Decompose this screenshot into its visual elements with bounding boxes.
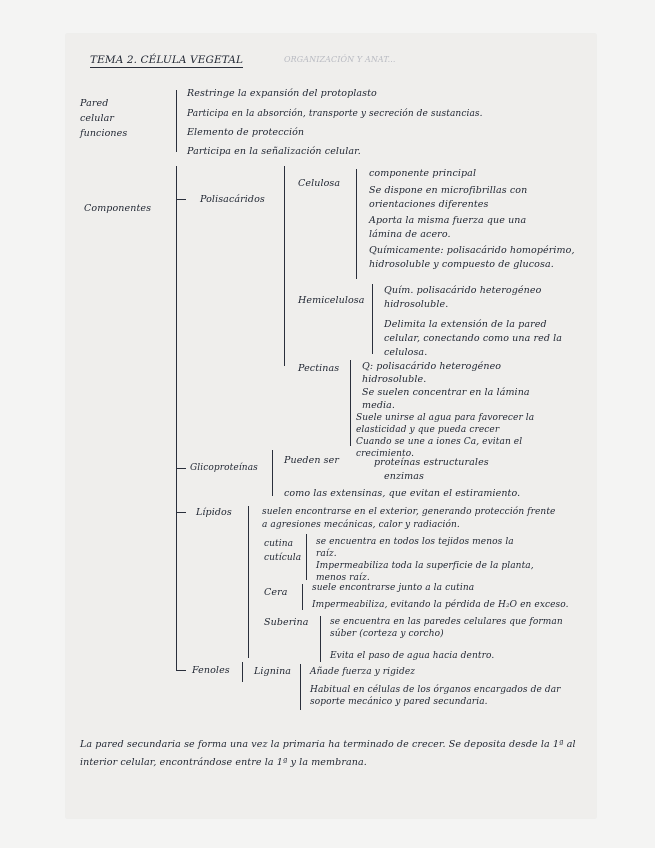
hemicelulosa-item-2: Delimita la extensión de la pared celular, conectando como una red la celulosa. — [384, 319, 563, 358]
pueden-ser-label: Pueden ser — [284, 455, 340, 466]
cera-label: Cera — [264, 587, 288, 598]
cera-item-1: suele encontrarse junto a la cutina — [312, 583, 475, 593]
polisacaridos-bracket — [284, 166, 285, 366]
lignina-label: Lignina — [254, 666, 292, 677]
cutina-item-1: se encuentra en todos los tejidos menos la raíz. — [316, 537, 514, 559]
pectinas-item-3: Suele unirse al agua para favorecer la elasticidad y que pueda crecer — [356, 413, 535, 435]
cutina-label: cutina cutícula — [264, 539, 302, 563]
glicoproteinas-tipo-1: proteínas estructurales — [374, 457, 489, 468]
fenoles-tick — [176, 670, 186, 671]
glicoproteinas-tick — [176, 468, 186, 469]
pectinas-item-4: Cuando se une a iones Ca, evitan el crecimiento. — [356, 437, 523, 459]
pared-item-4: Participa en la señalización celular. — [187, 146, 361, 157]
cera-bracket — [302, 584, 303, 610]
pared-label: Pared celular funciones — [80, 98, 128, 139]
celulosa-item-1: componente principal — [369, 168, 477, 179]
celulosa-item-4: Químicamente: polisacárido homopérimo, hidrosoluble y compuesto de glucosa. — [369, 245, 575, 270]
fenoles-bracket — [242, 662, 243, 682]
lignina-item-1: Añade fuerza y rigidez — [310, 667, 416, 677]
pectinas-label: Pectinas — [298, 363, 340, 374]
cutina-item-2: Impermeabiliza toda la superficie de la planta, menos raíz. — [316, 561, 534, 583]
glicoproteinas-tipo-2: enzimas — [384, 471, 425, 482]
suberina-label: Suberina — [264, 617, 309, 628]
page-title: TEMA 2. CÉLULA VEGETAL — [90, 54, 244, 66]
celulosa-item-2: Se dispone en microfibrillas con orientaciones diferentes — [369, 185, 528, 210]
hemicelulosa-label: Hemicelulosa — [298, 295, 365, 306]
cera-item-2: Impermeabiliza, evitando la pérdida de H₂O en exceso. — [312, 600, 569, 610]
polisacaridos-label: Polisacáridos — [200, 194, 265, 205]
faint-title: ORGANIZACIÓN Y ANAT... — [284, 55, 396, 64]
fenoles-label: Fenoles — [192, 665, 230, 676]
lipidos-label: Lípidos — [196, 507, 232, 518]
lipidos-intro: suelen encontrarse en el exterior, generando protección frente a agresiones mecánicas, calor y radiación. — [262, 507, 556, 530]
pared-item-2: Participa en la absorción, transporte y secreción de sustancias. — [187, 109, 483, 119]
suberina-item-2: Evita el paso de agua hacia dentro. — [330, 651, 495, 661]
notebook-page — [66, 34, 596, 818]
componentes-label: Componentes — [84, 203, 152, 214]
suberina-bracket — [320, 616, 321, 662]
pectinas-item-1: Q: polisacárido heterogéneo hidrosoluble. — [362, 361, 502, 385]
pared-item-1: Restringe la expansión del protoplasto — [187, 88, 377, 99]
pared-bracket — [176, 90, 177, 152]
glicoproteinas-label: Glicoproteínas — [190, 463, 258, 473]
celulosa-label: Celulosa — [298, 178, 341, 189]
celulosa-item-3: Aporta la misma fuerza que una lámina de acero. — [369, 215, 527, 240]
glicoproteinas-note: como las extensinas, que evitan el estiramiento. — [284, 488, 521, 499]
celulosa-bracket — [356, 169, 357, 279]
lipidos-tick — [176, 512, 186, 513]
componentes-bracket — [176, 166, 177, 671]
lipidos-bracket — [248, 506, 249, 658]
pectinas-bracket — [350, 360, 351, 446]
hemicelulosa-item-1: Quím. polisacárido heterogéneo hidrosoluble. — [384, 285, 542, 310]
footer-paragraph: La pared secundaria se forma una vez la primaria ha terminado de crecer. Se deposita desde la 1ª al interior celular, encontrándose entre la 1ª y la membrana. — [80, 739, 576, 768]
pectinas-item-2: Se suelen concentrar en la lámina media. — [362, 387, 530, 411]
pared-item-3: Elemento de protección — [187, 127, 305, 138]
lignina-bracket — [300, 664, 301, 710]
polisacaridos-tick — [176, 199, 186, 200]
lignina-item-2: Habitual en células de los órganos encargados de dar soporte mecánico y pared secundaria. — [310, 685, 561, 707]
cutina-bracket — [306, 534, 307, 580]
suberina-item-1: se encuentra en las paredes celulares que forman súber (corteza y corcho) — [330, 617, 563, 639]
hemicelulosa-bracket — [372, 284, 373, 354]
glicoproteinas-bracket — [272, 450, 273, 496]
